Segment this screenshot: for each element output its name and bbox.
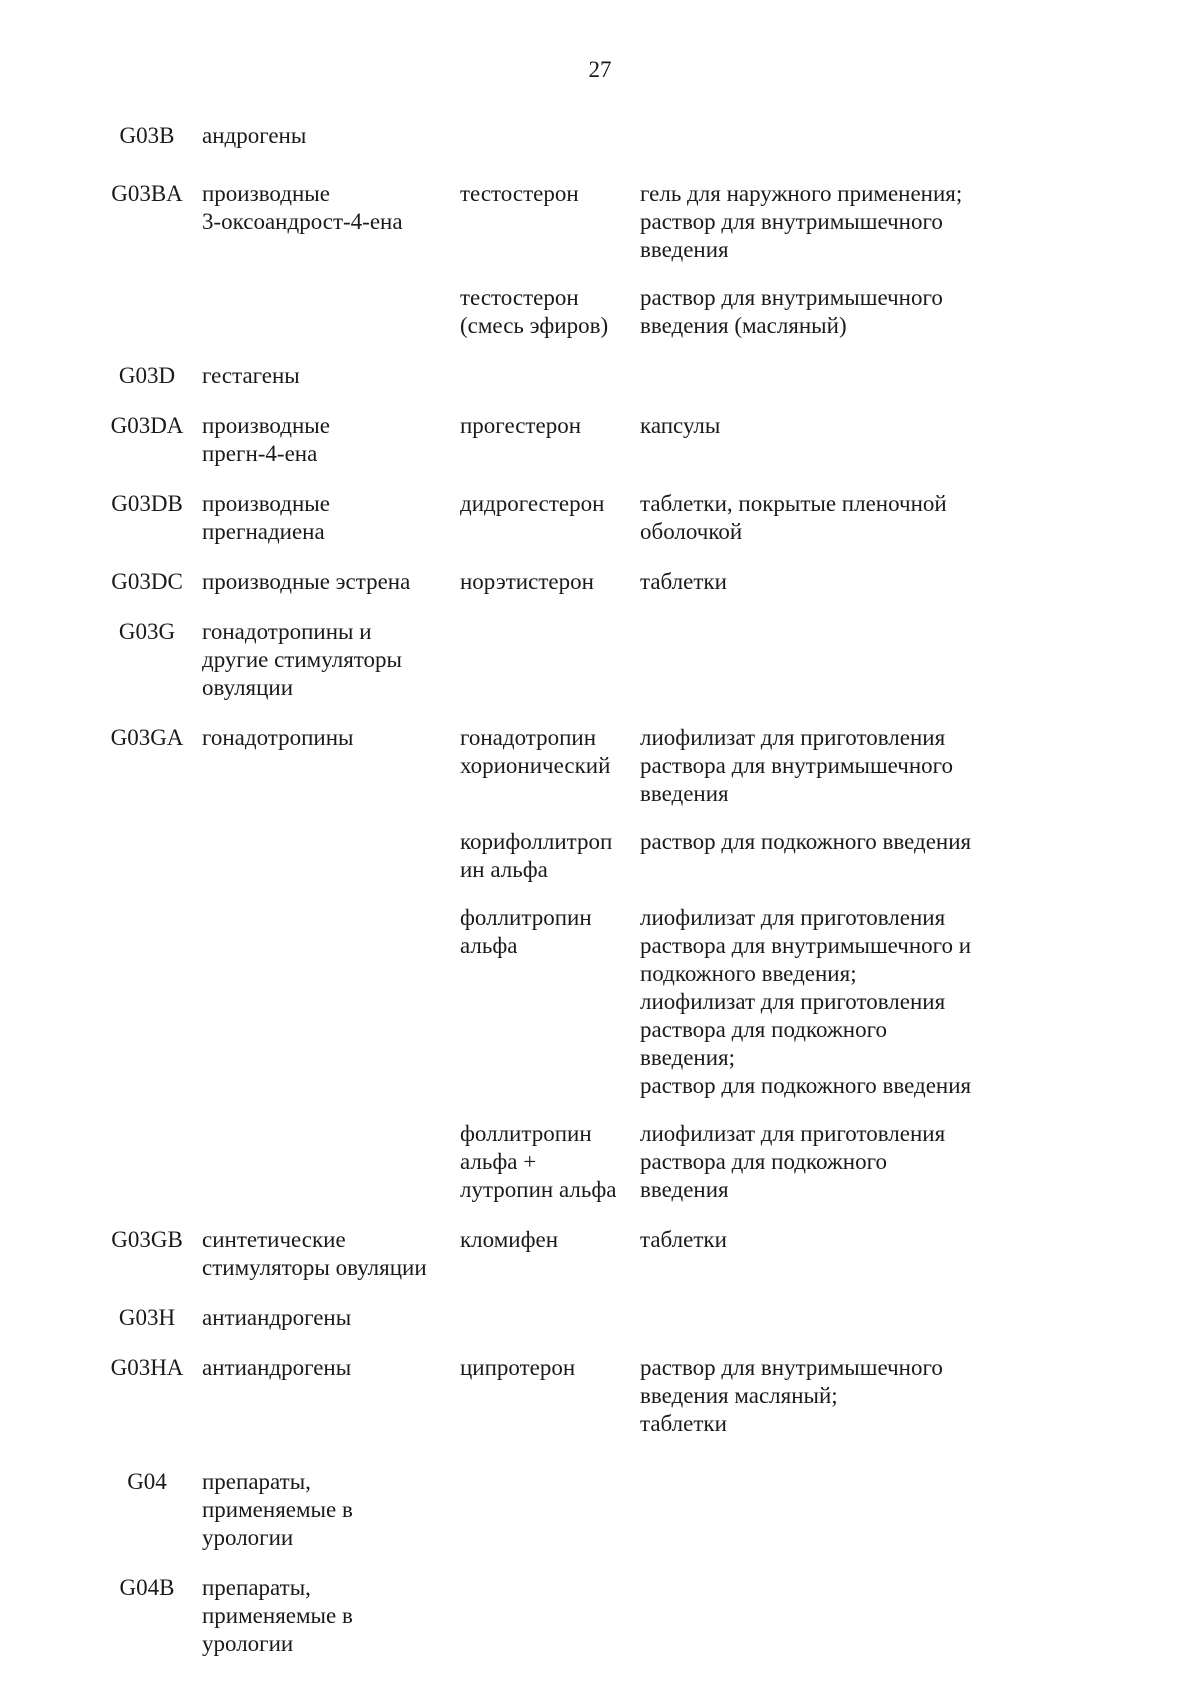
table-row xyxy=(100,1468,1000,1552)
atc-code: G03DA xyxy=(110,413,184,438)
group-name: производные прегнадиена xyxy=(202,491,330,544)
table-row xyxy=(100,122,1000,150)
atc-code: G03DB xyxy=(111,491,183,516)
group-name: производные эстрена xyxy=(202,569,411,594)
table-row xyxy=(100,412,1000,468)
drug-list xyxy=(460,568,1000,596)
drug-classification-table xyxy=(100,122,1000,1658)
atc-code: G03HA xyxy=(110,1355,184,1380)
table-row xyxy=(100,1226,1000,1282)
group-name: производные 3-оксоандрост-4-ена xyxy=(202,181,403,234)
atc-code: G03H xyxy=(118,1305,176,1330)
drug-name: фоллитропин альфа xyxy=(460,905,592,958)
drug-entry xyxy=(460,1354,1000,1438)
dosage-form: капсулы xyxy=(640,413,721,438)
drug-entry xyxy=(460,724,1000,808)
dosage-form: раствор для внутримышечного введения масляный; таблетки xyxy=(640,1355,943,1436)
drug-name: корифоллитроп ин альфа xyxy=(460,829,613,882)
drug-entry xyxy=(460,412,1000,440)
drug-list xyxy=(460,724,1000,1204)
drug-name: прогестерон xyxy=(460,413,581,438)
dosage-form: гель для наружного применения; раствор для внутримышечного введения xyxy=(640,181,963,262)
group-name: препараты, применяемые в урологии xyxy=(202,1469,353,1550)
atc-code: G03G xyxy=(118,619,176,644)
atc-code: G03GA xyxy=(110,725,184,750)
group-name: синтетические стимуляторы овуляции xyxy=(202,1227,427,1280)
dosage-form: раствор для подкожного введения xyxy=(640,829,972,854)
group-name: андрогены xyxy=(202,123,307,148)
dosage-form: таблетки, покрытые пленочной оболочкой xyxy=(640,491,947,544)
dosage-form: таблетки xyxy=(640,1227,727,1252)
drug-list xyxy=(460,412,1000,440)
table-row xyxy=(100,618,1000,702)
atc-code: G03GB xyxy=(111,1227,183,1252)
dosage-form: лиофилизат для приготовления раствора для внутримышечного введения xyxy=(640,725,954,806)
atc-code: G03BA xyxy=(111,181,183,206)
drug-entry xyxy=(460,828,1000,884)
drug-entry xyxy=(460,568,1000,596)
group-name: антиандрогены xyxy=(202,1355,352,1380)
drug-name: фоллитропин альфа + лутропин альфа xyxy=(460,1121,617,1202)
dosage-form: лиофилизат для приготовления раствора для внутримышечного и подкожного введения; лиофилизат для приготовления раствора для подкожного введения; раствор для подкожного введения xyxy=(640,905,972,1098)
drug-entry xyxy=(460,1120,1000,1204)
table-row xyxy=(100,1574,1000,1658)
table-row xyxy=(100,180,1000,340)
drug-name: тестостерон xyxy=(460,181,579,206)
table-row xyxy=(100,568,1000,596)
page-number: 27 xyxy=(588,57,612,82)
dosage-form: лиофилизат для приготовления раствора для подкожного введения xyxy=(640,1121,946,1202)
drug-name: ципротерон xyxy=(460,1355,576,1380)
drug-list xyxy=(460,1354,1000,1438)
drug-entry xyxy=(460,904,1000,1100)
drug-entry xyxy=(460,1226,1000,1254)
drug-entry xyxy=(460,490,1000,546)
group-name: производные прегн-4-ена xyxy=(202,413,330,466)
drug-entry xyxy=(460,284,1000,340)
atc-code: G04 xyxy=(127,1469,167,1494)
drug-name: тестостерон (смесь эфиров) xyxy=(460,285,609,338)
drug-name: дидрогестерон xyxy=(460,491,605,516)
drug-name: гонадотропин хорионический xyxy=(460,725,611,778)
table-row xyxy=(100,362,1000,390)
dosage-form: раствор для внутримышечного введения (масляный) xyxy=(640,285,943,338)
drug-list xyxy=(460,1226,1000,1254)
drug-list xyxy=(460,180,1000,340)
atc-code: G03B xyxy=(119,123,175,148)
drug-name: норэтистерон xyxy=(460,569,594,594)
dosage-form: таблетки xyxy=(640,569,727,594)
drug-entry xyxy=(460,180,1000,264)
atc-code: G04B xyxy=(119,1575,175,1600)
drug-name: кломифен xyxy=(460,1227,558,1252)
drug-list xyxy=(460,490,1000,546)
atc-code: G03DC xyxy=(111,569,183,594)
table-row xyxy=(100,1354,1000,1438)
table-row xyxy=(100,724,1000,1204)
table-row xyxy=(100,1304,1000,1332)
group-name: гонадотропины и другие стимуляторы овуляции xyxy=(202,619,402,700)
atc-code: G03D xyxy=(118,363,176,388)
group-name: антиандрогены xyxy=(202,1305,352,1330)
group-name: препараты, применяемые в урологии xyxy=(202,1575,353,1656)
group-name: гонадотропины xyxy=(202,725,354,750)
table-row xyxy=(100,490,1000,546)
group-name: гестагены xyxy=(202,363,300,388)
